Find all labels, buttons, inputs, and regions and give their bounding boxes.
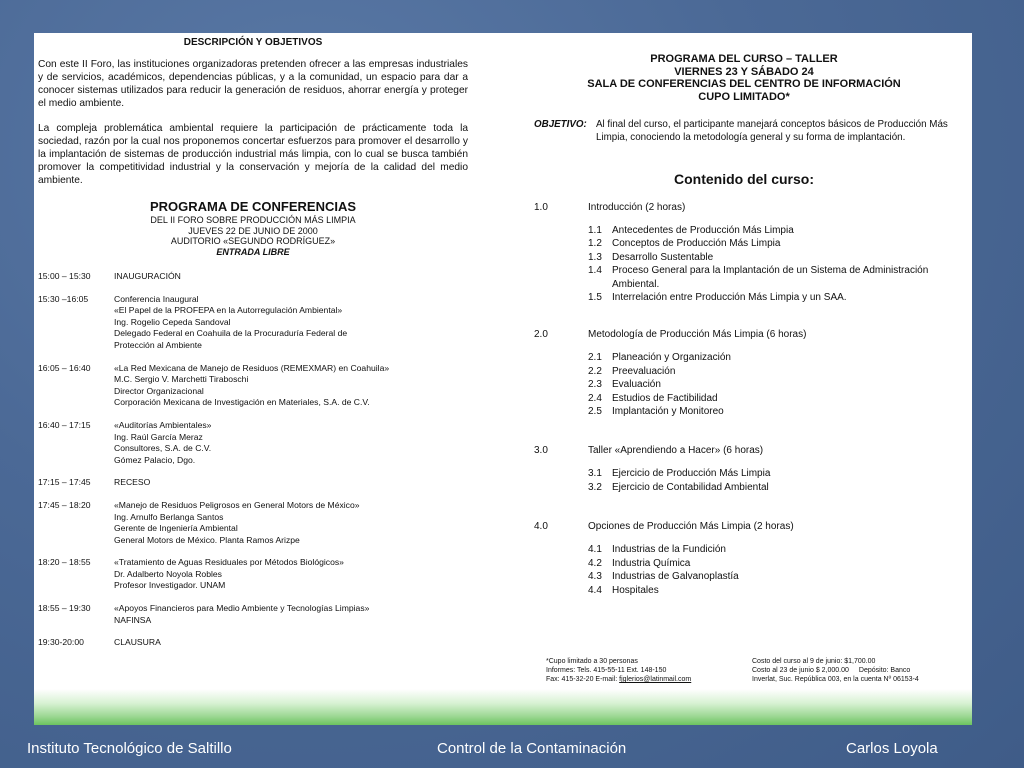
section-item xyxy=(588,365,954,378)
section-heading xyxy=(534,328,954,341)
section-item xyxy=(588,251,954,264)
section-items xyxy=(588,543,954,597)
program-title: PROGRAMA DE CONFERENCIAS xyxy=(149,199,357,214)
contents-title: Contenido del curso: xyxy=(674,171,814,187)
schedule-time: 18:20 – 18:55 xyxy=(38,557,91,568)
section-number: 4.0 xyxy=(534,521,548,533)
section-item xyxy=(588,237,954,250)
schedule-details xyxy=(114,557,468,592)
schedule-time: 18:55 – 19:30 xyxy=(38,603,91,614)
section-item xyxy=(588,378,954,391)
item-number: 2.5 xyxy=(588,406,602,418)
section-item xyxy=(588,481,954,494)
item-number: 1.1 xyxy=(588,225,602,236)
objective-text: Al final del curso, el participante manejará conceptos básicos de Producción Más Limpia, conociendo la metodología general y su forma de implantación. xyxy=(596,119,948,143)
schedule-line: Consultores, S.A. de C.V. xyxy=(114,443,212,454)
schedule-row xyxy=(38,294,468,352)
section-items xyxy=(588,467,954,494)
schedule-line: Protección al Ambiente xyxy=(114,339,202,350)
item-number: 2.1 xyxy=(588,352,602,364)
section-title: Metodología de Producción Más Limpia (6 horas) xyxy=(588,329,807,341)
schedule-line: NAFINSA xyxy=(114,614,152,625)
program-subtitle-1: DEL II FORO SOBRE PRODUCCIÓN MÁS LIMPIA xyxy=(150,215,356,225)
description-paragraph-1: Con este II Foro, las instituciones organizadoras pretenden ofrecer a las empresas industriales y de servicios, académicos, dependencias públicas, y a la comunidad, un espacio para dar a conocer sistemas utilizados para reducir la generación de residuos, ahorrar energía y proteger el medio ambiente. xyxy=(38,59,468,109)
schedule-line: RECESO xyxy=(114,477,151,488)
description-paragraph-2: La compleja problemática ambiental requiere la participación de prácticamente toda la sociedad, razón por la cual nos proponemos concertar esfuerzos para promover el desarrollo y la implantación de sistemas de producción industrial más limpia, con lo cual se busca también promover la competitividad industrial y la conservación y mejoría de la calidad del medio ambiente. xyxy=(38,123,468,186)
schedule-line: Dr. Adalberto Noyola Robles xyxy=(114,568,222,579)
section-item xyxy=(588,224,954,237)
informes-note: Informes: Tels. 415-55-11 Ext. 148-150 xyxy=(546,667,667,674)
schedule-line: M.C. Sergio V. Marchetti Tiraboschi xyxy=(114,374,249,385)
item-number: 2.2 xyxy=(588,365,602,377)
objective xyxy=(534,119,954,144)
section-heading xyxy=(534,201,954,214)
schedule-line: Delegado Federal en Coahuila de la Procuraduría Federal de xyxy=(114,328,348,339)
schedule-line: Ing. Rogelio Cepeda Sandoval xyxy=(114,316,231,327)
entrada-libre: ENTRADA LIBRE xyxy=(216,246,290,257)
section-item xyxy=(588,351,954,364)
schedule-time: 17:45 – 18:20 xyxy=(38,499,91,510)
item-text: Industrias de Galvanoplastía xyxy=(612,571,739,583)
course-section xyxy=(534,328,954,418)
schedule-line: «Manejo de Residuos Peligrosos en General Motors de México» xyxy=(114,499,360,510)
schedule-time: 19:30-20:00 xyxy=(38,637,84,648)
section-title: Taller «Aprendiendo a Hacer» (6 horas) xyxy=(588,445,764,457)
schedule-line: Ing. Arnulfo Berlanga Santos xyxy=(114,511,224,522)
cupo-note: *Cupo limitado a 30 personas xyxy=(546,658,638,665)
schedule-details xyxy=(114,603,468,626)
schedule-time: 15:00 – 15:30 xyxy=(38,271,91,281)
section-item xyxy=(588,543,954,556)
program-subtitle-2: JUEVES 22 DE JUNIO DE 2000 xyxy=(188,225,318,236)
course-header-4: CUPO LIMITADO* xyxy=(698,90,790,103)
footer-institution: Instituto Tecnológico de Saltillo xyxy=(27,740,232,757)
item-text: Preevaluación xyxy=(612,365,676,377)
item-number: 1.2 xyxy=(588,238,602,250)
course-header-1: PROGRAMA DEL CURSO – TALLER xyxy=(650,53,838,65)
item-number: 3.2 xyxy=(588,481,602,493)
course-header-3: SALA DE CONFERENCIAS DEL CENTRO DE INFORMACIÓN xyxy=(587,78,901,90)
schedule-line: Profesor Investigador. UNAM xyxy=(114,580,226,591)
section-heading xyxy=(534,520,954,533)
fax-note: Fax: 415-32-20 E-mail: fjglerios@latinmail.com xyxy=(546,676,692,683)
item-number: 1.3 xyxy=(588,251,602,263)
schedule-line: General Motors de México. Planta Ramos Arizpe xyxy=(114,534,300,545)
registration-footnote xyxy=(546,657,971,684)
item-text: Planeación y Organización xyxy=(612,352,731,364)
schedule-line: Gerente de Ingeniería Ambiental xyxy=(114,523,238,534)
course-contents xyxy=(534,201,954,597)
section-heading xyxy=(534,444,954,457)
section-item xyxy=(588,405,954,418)
brochure-scan xyxy=(34,33,972,725)
schedule-details xyxy=(114,637,468,649)
schedule-row xyxy=(38,363,468,409)
schedule-details xyxy=(114,271,468,283)
item-text: Proceso General para la Implantación de un Sistema de Administración Ambiental. xyxy=(612,265,929,290)
schedule-line: CLAUSURA xyxy=(114,637,161,648)
schedule-row xyxy=(38,603,468,626)
section-item xyxy=(588,264,954,291)
schedule-details xyxy=(114,477,468,489)
program-subtitle-3: AUDITORIO «SEGUNDO RODRÍGUEZ» xyxy=(170,236,336,246)
schedule-details xyxy=(114,363,468,409)
section-item xyxy=(588,291,954,304)
section-items xyxy=(588,224,954,304)
schedule-row xyxy=(38,557,468,592)
conference-schedule xyxy=(38,271,468,649)
item-text: Industria Química xyxy=(612,557,691,569)
left-column xyxy=(38,37,468,660)
item-number: 4.4 xyxy=(588,584,602,596)
section-title: Opciones de Producción Más Limpia (2 horas) xyxy=(588,521,794,533)
objective-label: OBJETIVO: xyxy=(534,119,587,130)
item-number: 2.3 xyxy=(588,379,602,391)
section-items xyxy=(588,351,954,418)
schedule-time: 16:05 – 16:40 xyxy=(38,362,91,373)
schedule-line: «Apoyos Financieros para Medio Ambiente y Tecnologías Limpias» xyxy=(114,603,370,614)
section-item xyxy=(588,584,954,597)
section-number: 3.0 xyxy=(534,445,548,457)
item-number: 1.4 xyxy=(588,265,602,277)
item-text: Ejercicio de Producción Más Limpia xyxy=(612,468,771,480)
item-text: Hospitales xyxy=(612,584,659,596)
schedule-row xyxy=(38,420,468,466)
item-text: Ejercicio de Contabilidad Ambiental xyxy=(612,481,769,493)
schedule-details xyxy=(114,420,468,466)
item-number: 1.5 xyxy=(588,292,602,304)
schedule-line: Director Organizacional xyxy=(114,385,204,396)
schedule-line: Gómez Palacio, Dgo. xyxy=(114,454,196,465)
schedule-line: «La Red Mexicana de Manejo de Residuos (REMEXMAR) en Coahuila» xyxy=(114,362,390,373)
section-number: 2.0 xyxy=(534,329,548,341)
footer-course: Control de la Contaminación xyxy=(437,740,627,757)
footer-author: Carlos Loyola xyxy=(846,740,938,757)
schedule-time: 15:30 –16:05 xyxy=(38,293,89,304)
schedule-details xyxy=(114,500,468,546)
email-link[interactable]: fjglerios@latinmail.com xyxy=(619,676,692,683)
section-item xyxy=(588,392,954,405)
schedule-row xyxy=(38,271,468,283)
course-header-2: VIERNES 23 Y SÁBADO 24 xyxy=(674,65,814,78)
deposit-note: Depósito: Banco xyxy=(858,667,911,674)
schedule-row xyxy=(38,477,468,489)
schedule-line: «El Papel de la PROFEPA en la Autorregulación Ambiental» xyxy=(114,305,343,316)
schedule-line: Ing. Raúl García Meraz xyxy=(114,431,203,442)
schedule-line: Conferencia Inaugural xyxy=(114,293,199,304)
decorative-green-band xyxy=(34,689,972,725)
item-number: 4.2 xyxy=(588,557,602,569)
item-text: Estudios de Factibilidad xyxy=(612,392,718,404)
course-section xyxy=(534,444,954,494)
item-number: 3.1 xyxy=(588,468,602,480)
schedule-time: 17:15 – 17:45 xyxy=(38,477,91,488)
schedule-details xyxy=(114,294,468,352)
schedule-row xyxy=(38,637,468,649)
schedule-line: «Tratamiento de Aguas Residuales por Métodos Biológicos» xyxy=(114,557,344,568)
item-text: Conceptos de Producción Más Limpia xyxy=(612,238,781,250)
section-item xyxy=(588,570,954,583)
bank-account: Inverlat, Suc. República 003, en la cuenta Nº 06153-4 xyxy=(752,676,919,683)
item-number: 4.1 xyxy=(588,544,602,556)
cost-late: Costo al 23 de junio $ 2,000.00 Depósito: Banco xyxy=(752,667,911,674)
course-section xyxy=(534,201,954,304)
item-text: Industrias de la Fundición xyxy=(612,544,726,556)
section-item xyxy=(588,557,954,570)
section-number: 1.0 xyxy=(534,202,548,213)
schedule-row xyxy=(38,500,468,546)
item-text: Interrelación entre Producción Más Limpia y un SAA. xyxy=(612,292,847,304)
item-number: 4.3 xyxy=(588,571,602,583)
item-text: Implantación y Monitoreo xyxy=(612,406,724,418)
slide-footer xyxy=(0,738,1024,760)
right-column xyxy=(534,53,954,597)
item-text: Desarrollo Sustentable xyxy=(612,251,714,263)
course-section xyxy=(534,520,954,597)
schedule-line: INAUGURACIÓN xyxy=(114,271,181,281)
section-item xyxy=(588,467,954,480)
schedule-line: Corporación Mexicana de Investigación en Materiales, S.A. de C.V. xyxy=(114,397,370,408)
item-text: Antecedentes de Producción Más Limpia xyxy=(612,225,794,236)
schedule-line: «Auditorías Ambientales» xyxy=(114,419,212,430)
description-heading: DESCRIPCIÓN Y OBJETIVOS xyxy=(183,37,323,48)
section-title: Introducción (2 horas) xyxy=(588,202,686,213)
cost-early: Costo del curso al 9 de junio: $1,700.00 xyxy=(752,658,876,665)
item-number: 2.4 xyxy=(588,392,602,404)
item-text: Evaluación xyxy=(612,379,661,391)
schedule-time: 16:40 – 17:15 xyxy=(38,419,91,430)
